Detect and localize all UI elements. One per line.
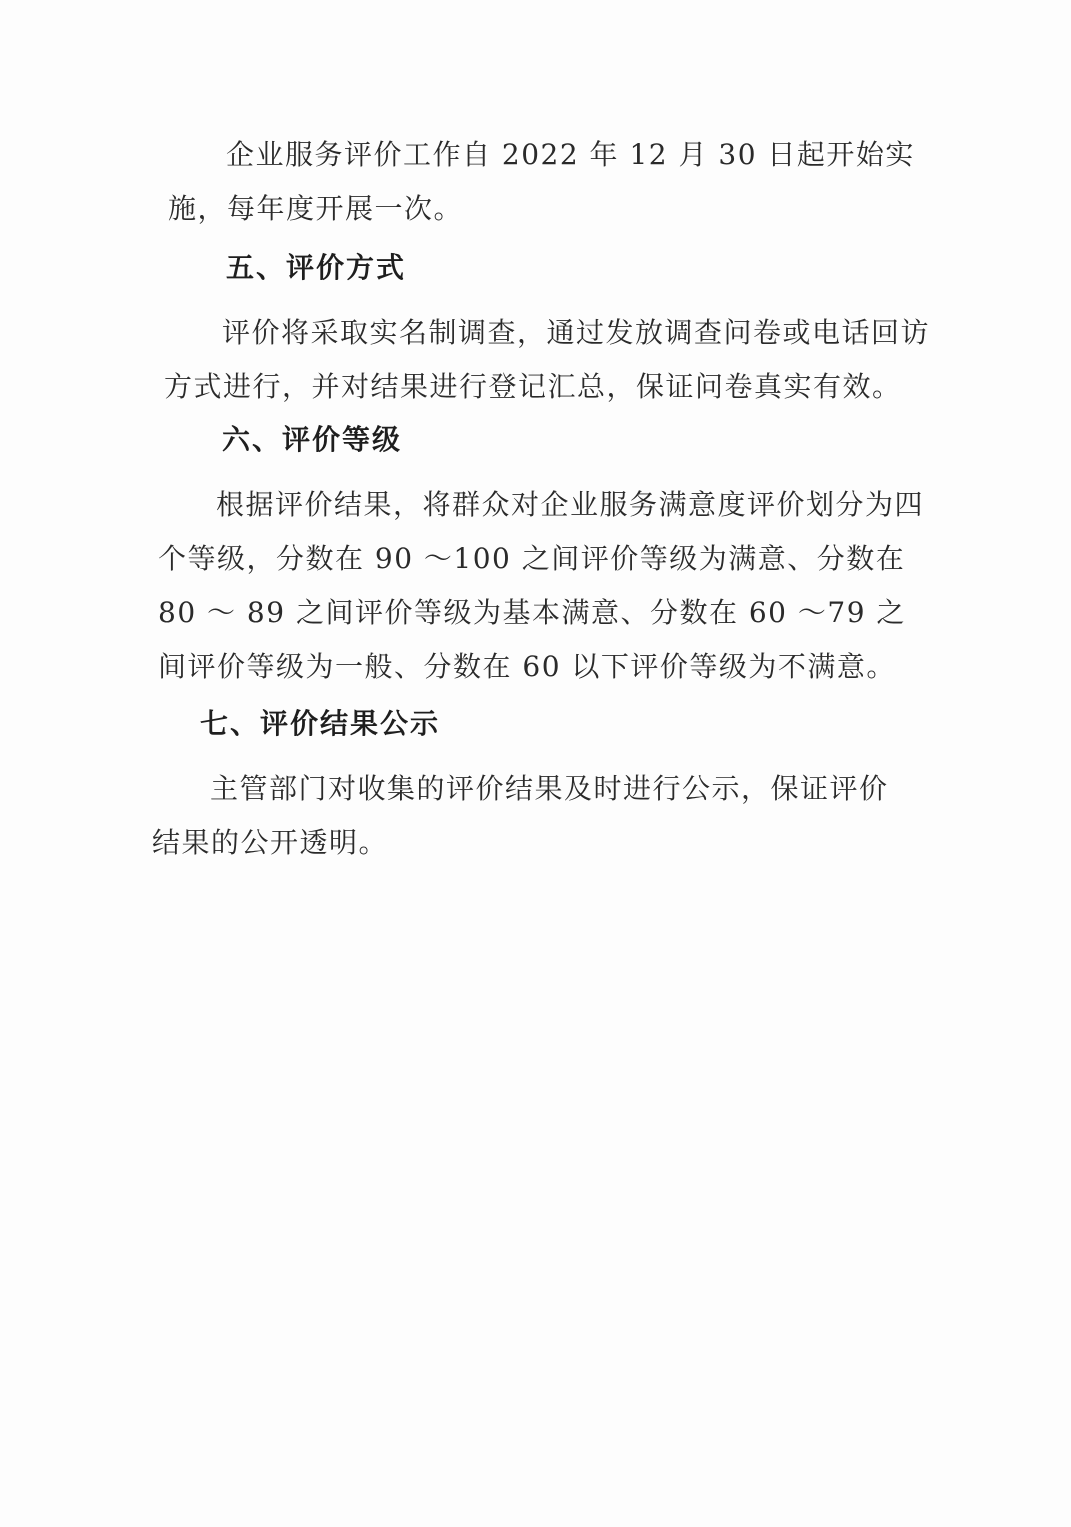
paragraph-implementation-date: 企业服务评价工作自 2022 年 12 月 30 日起开始实施，每年度开展一次。 — [168, 138, 915, 225]
paragraph-result-publication: 主管部门对收集的评价结果及时进行公示，保证评价结果的公开透明。 — [152, 772, 889, 859]
heading-evaluation-method: 五、评价方式 — [226, 251, 407, 284]
heading-result-publication: 七、评价结果公示 — [200, 707, 441, 740]
heading-evaluation-levels: 六、评价等级 — [222, 423, 403, 456]
paragraph-evaluation-method: 评价将采取实名制调查，通过发放调查问卷或电话回访方式进行，并对结果进行登记汇总，保证问卷真实有效。 — [164, 316, 931, 403]
paragraph-evaluation-levels: 根据评价结果，将群众对企业服务满意度评价划分为四个等级，分数在 90 ～100 之间评价等级为满意、分数在 80 ～ 89 之间评价等级为基本满意、分数在 60 ～79 之间评价等级为一般、分数在 60 以下评价等级为不满意。 — [158, 488, 925, 683]
